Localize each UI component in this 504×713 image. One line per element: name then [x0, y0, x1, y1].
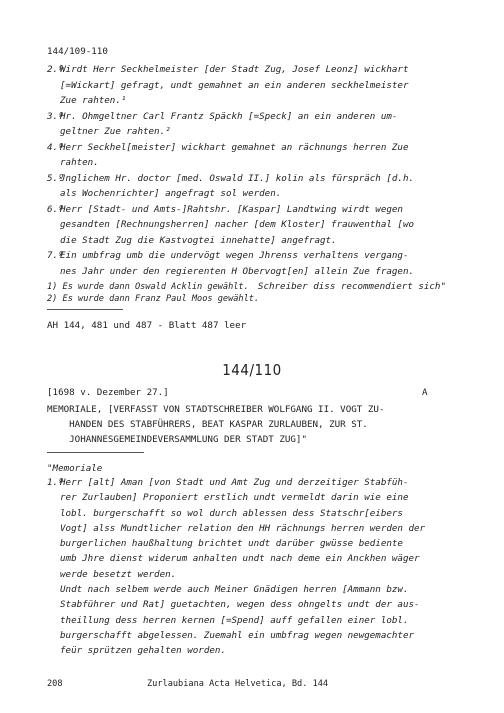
list-item — [47, 109, 459, 140]
memoriale-label: "Memoriale — [47, 463, 103, 474]
item-line: Herr Seckhel[meister] wickhart gemahnet an rächnungs herren Zue — [60, 141, 409, 153]
document-letter: A — [422, 387, 428, 398]
item-line: Herr [Stadt- und Amts-]Rahtshr. [Kaspar] Landtwing wirdt wegen — [60, 203, 403, 215]
body-line: Undt nach selbem werde auch Meiner Gnädigen herren [Ammann bzw. — [60, 584, 409, 596]
item-line: als Wochenrichter] angefragt sol werden. — [60, 188, 282, 199]
body-line: werde besetzt werden. — [60, 568, 177, 580]
header-reference: 144/109-110 — [47, 46, 108, 57]
item-line: die Stadt Zug die Kastvogtei innehatte] angefragt. — [60, 234, 337, 246]
body-line: burgerlichen haußhaltung brichtet undt darüber gwüsse bediente — [60, 538, 403, 550]
body-line: burgerschafft abgelessen. Zuemahl ein umbfrag wegen newgemachter — [60, 629, 415, 641]
item-line: geltner Zue rahten.² — [60, 126, 171, 137]
item-number: 1.º — [47, 477, 64, 488]
item-line: nes Jahr under den regierenten H Obervogt[en] allein Zue fragen. — [60, 265, 415, 277]
numbered-list — [47, 62, 459, 295]
closing-line: Schreiber diss recommendiert sich" — [257, 281, 446, 292]
list-item — [47, 171, 459, 202]
source-reference: AH 144, 481 und 487 - Blatt 487 leer — [47, 320, 247, 331]
memorial-heading — [47, 402, 459, 447]
item-line: Hr. Ohmgeltner Carl Frantz Späckh [=Speck] an ein anderen um- — [60, 110, 398, 122]
divider — [47, 452, 144, 453]
body-line: Herr [alt] Aman [von Stadt und Amt Zug und derzeitiger Stabfüh- — [60, 477, 409, 488]
list-item — [47, 62, 459, 109]
item-number: 5.º — [47, 172, 64, 184]
body-line: umb Jhre dienst widerum anhalten undt nach deme ein Anckhen wäger — [60, 553, 420, 565]
divider — [47, 309, 123, 310]
item-text — [60, 202, 459, 249]
item-line: [=Wickart] gefragt, undt gemahnet an ein anderen seckhelmeister — [60, 79, 409, 91]
heading-line: HANDEN DES STABFÜHRERS, BEAT KASPAR ZURLAUBEN, ZUR ST. — [47, 419, 368, 430]
item-line: Wirdt Herr Seckhelmeister [der Stadt Zug, Josef Leonz] wickhart — [60, 64, 409, 75]
item-text — [60, 62, 459, 109]
item-number: 3.º — [47, 110, 64, 122]
body-line: rer Zurlauben] Proponiert erstlich undt vermeldt darin wie eine — [60, 492, 409, 504]
footnotes — [47, 281, 259, 305]
item-number: 7.º — [47, 250, 64, 261]
item-line: Ein umbfrag umb die undervögt wegen Jhrenss verhaltens vergang- — [60, 250, 409, 261]
heading-line: MEMORIALE, [VERFASST VON STADTSCHREIBER WOLFGANG II. VOGT ZU- — [47, 404, 385, 415]
body-line: Vogt] alss Mundtlicher relation den HH rächnungs herren werden der — [60, 522, 426, 534]
body-line: Stabführer und Rat] guetachten, wegen dess ohngelts undt der aus- — [60, 599, 420, 611]
list-item — [47, 140, 459, 171]
footnote: 2) Es wurde dann Franz Paul Moos gewählt. — [47, 294, 260, 304]
item-number: 6.º — [47, 203, 64, 215]
item-line: Zue rahten.¹ — [60, 95, 127, 106]
item-text — [60, 140, 459, 171]
body-line: lobl. burgerschafft so wol durch ablessen dess Statschr[eibers — [60, 507, 403, 519]
item-number: 2.º — [47, 64, 64, 75]
footer-title: Zurlaubiana Acta Helvetica, Bd. 144 — [147, 679, 329, 689]
list-item — [47, 475, 459, 659]
footnote: 1) Es wurde dann Oswald Acklin gewählt. — [47, 282, 249, 292]
page-number: 208 — [47, 679, 63, 689]
document-date: [1698 v. Dezember 27.] — [47, 387, 169, 398]
item-line: rahten. — [60, 157, 99, 168]
body-line: theillung dess herren kernen [=Spend] auff gefallen einer lobl. — [60, 614, 409, 626]
item-text — [60, 171, 459, 202]
list-item — [47, 202, 459, 249]
item-text — [60, 475, 459, 659]
item-line: gesandten [Rechnungsherren] nacher [dem Kloster] frauwenthal [wo — [60, 219, 415, 230]
heading-line: JOHANNESGEMEINDEVERSAMMLUNG DER STADT ZUG]" — [47, 434, 307, 445]
item-line: Jnglichem Hr. doctor [med. Oswald II.] kolin als fürspräch [d.h. — [60, 172, 415, 184]
list-item — [47, 248, 459, 279]
item-text — [60, 248, 459, 279]
body-section — [47, 475, 459, 659]
document-number: 144/110 — [222, 361, 282, 379]
item-number: 4.º — [47, 141, 64, 153]
body-line: feür sprützen gehalten worden. — [60, 645, 226, 657]
item-text — [60, 109, 459, 140]
